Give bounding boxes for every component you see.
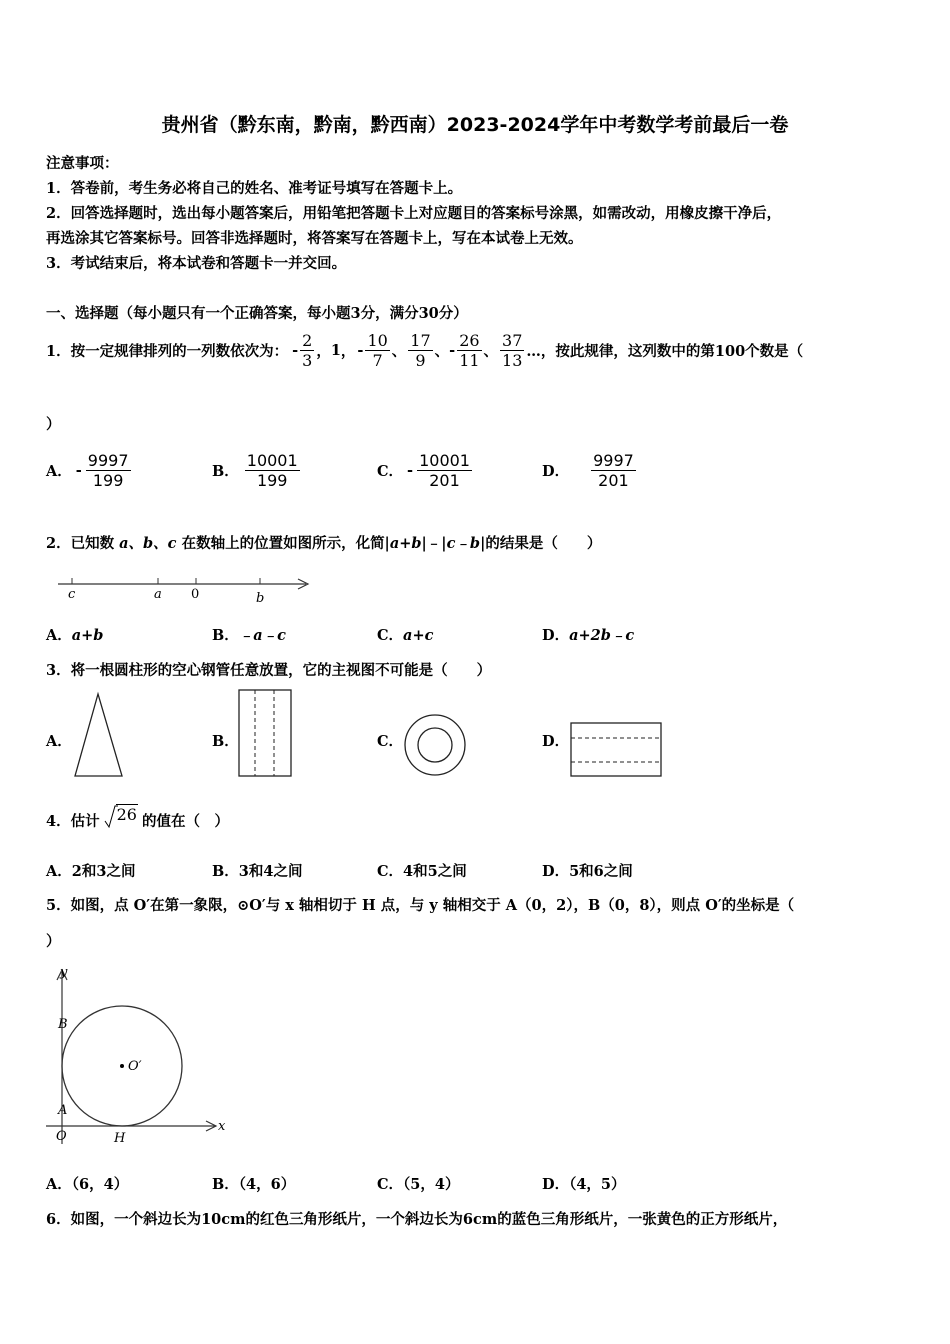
axis-label-b: b [256, 591, 265, 606]
triangle-view-figure [72, 690, 126, 780]
option-b[interactable]: B． [212, 733, 239, 750]
question-4: 4．估计 26 的值在（ ） [46, 804, 229, 830]
fraction: $\frac{2}{3}$ [302, 330, 313, 370]
question-5: 5．如图，点 O′在第一象限，⊙O′与 x 轴相切于 H 点，与 y 轴相交于 A（0，2），B（0，8），则点 O′的坐标是（ [46, 897, 795, 914]
fraction: $\frac{17}{9}$ [410, 330, 431, 370]
option-a[interactable]: A．2和3之间 [46, 863, 136, 880]
question-6: 6．如图，一个斜边长为10cm的红色三角形纸片，一个斜边长为6cm的蓝色三角形纸片，一张黄色的正方形纸片， [46, 1211, 788, 1228]
option-a[interactable]: A．a+b [46, 627, 104, 644]
sign: - [449, 341, 456, 359]
question-3: 3．将一根圆柱形的空心钢管任意放置，它的主视图不可能是（ ） [46, 662, 492, 679]
point-a-label: A [58, 1103, 68, 1118]
ring-view-figure [403, 712, 469, 778]
origin-label: O [56, 1129, 67, 1144]
axis-label-c: c [68, 587, 76, 602]
option-d[interactable]: D．（4，5） [542, 1176, 626, 1193]
sequence-term: 1 [330, 341, 341, 359]
tube-side-view-figure [236, 688, 294, 780]
option-a[interactable]: A．（6，4） [46, 1176, 129, 1193]
fraction: $\frac{10}{7}$ [367, 330, 388, 370]
axis-label-zero: 0 [191, 587, 200, 602]
question-2: 2．已知数 a、b、c 在数轴上的位置如图所示，化简|a+b|﹣|c﹣b|的结果是（ ） [46, 535, 602, 552]
fraction: $\frac{26}{11}$ [459, 330, 480, 370]
point-h-label: H [114, 1131, 126, 1146]
section-heading: 一、选择题（每小题只有一个正确答案，每小题3分，满分30分） [46, 305, 468, 322]
notice-item: 再选涂其它答案标号。回答非选择题时，将答案写在答题卡上，写在本试卷上无效。 [46, 230, 583, 247]
notice-item: 3．考试结束后，将本试卷和答题卡一并交回。 [46, 255, 347, 272]
option-d[interactable]: D． [542, 733, 570, 750]
sign: - [292, 341, 299, 359]
option-d[interactable]: D．a+2b﹣c [542, 627, 635, 644]
option-a[interactable]: A． [46, 733, 72, 750]
q1-close: ） [46, 416, 61, 433]
option-a[interactable]: A． - $\frac{9997}{199}$ [46, 450, 129, 490]
notice-heading: 注意事项： [46, 155, 119, 172]
page-title: 贵州省（黔东南，黔南，黔西南）2023-2024学年中考数学考前最后一卷 [161, 114, 789, 136]
sqrt-expression: 26 [104, 811, 138, 830]
q5-close: ） [46, 933, 61, 950]
option-c[interactable]: C． [377, 733, 404, 750]
y-axis-label: y [60, 965, 68, 980]
option-d[interactable]: D． $\frac{9997}{201}$ [542, 450, 634, 490]
option-c[interactable]: C．a+c [377, 627, 434, 644]
center-label: O′ [128, 1059, 142, 1074]
q1-suffix: …，按此规律，这列数中的第100个数是（ [526, 342, 804, 360]
number-line-figure [56, 572, 316, 608]
notice-item: 1．答卷前，考生务必将自己的姓名、准考证号填写在答题卡上。 [46, 180, 463, 197]
x-axis-label: x [218, 1119, 226, 1134]
question-1: 1．按一定规律排列的一列数依次为： - $\frac{2}{3}$ ， 1 ， - $\frac{10}{7}$ 、 $\frac{17}{9}$ 、 - $\frac{26}{11}$ 、 $\frac{37}{13}$ …，按此规律，这列数中的第100个数是（ [46, 330, 804, 370]
option-c[interactable]: C． - $\frac{10001}{201}$ [377, 450, 470, 490]
tube-horizontal-view-figure [568, 720, 664, 780]
point-b-label: B [58, 1017, 68, 1032]
option-b[interactable]: B．（4，6） [212, 1176, 296, 1193]
option-b[interactable]: B． $\frac{10001}{199}$ [212, 450, 298, 490]
option-c[interactable]: C．4和5之间 [377, 863, 467, 880]
option-b[interactable]: B．﹣a﹣c [212, 627, 286, 644]
notice-item: 2．回答选择题时，选出每小题答案后，用铅笔把答题卡上对应题目的答案标号涂黑，如需改动，用橡皮擦干净后， [46, 205, 782, 222]
circle-coordinate-figure [40, 962, 240, 1152]
sign: - [357, 341, 364, 359]
fraction: $\frac{37}{13}$ [502, 330, 523, 370]
option-c[interactable]: C．（5，4） [377, 1176, 460, 1193]
axis-label-a: a [154, 587, 162, 602]
option-b[interactable]: B．3和4之间 [212, 863, 303, 880]
q1-prefix: 1．按一定规律排列的一列数依次为： [46, 342, 289, 360]
option-d[interactable]: D．5和6之间 [542, 863, 633, 880]
